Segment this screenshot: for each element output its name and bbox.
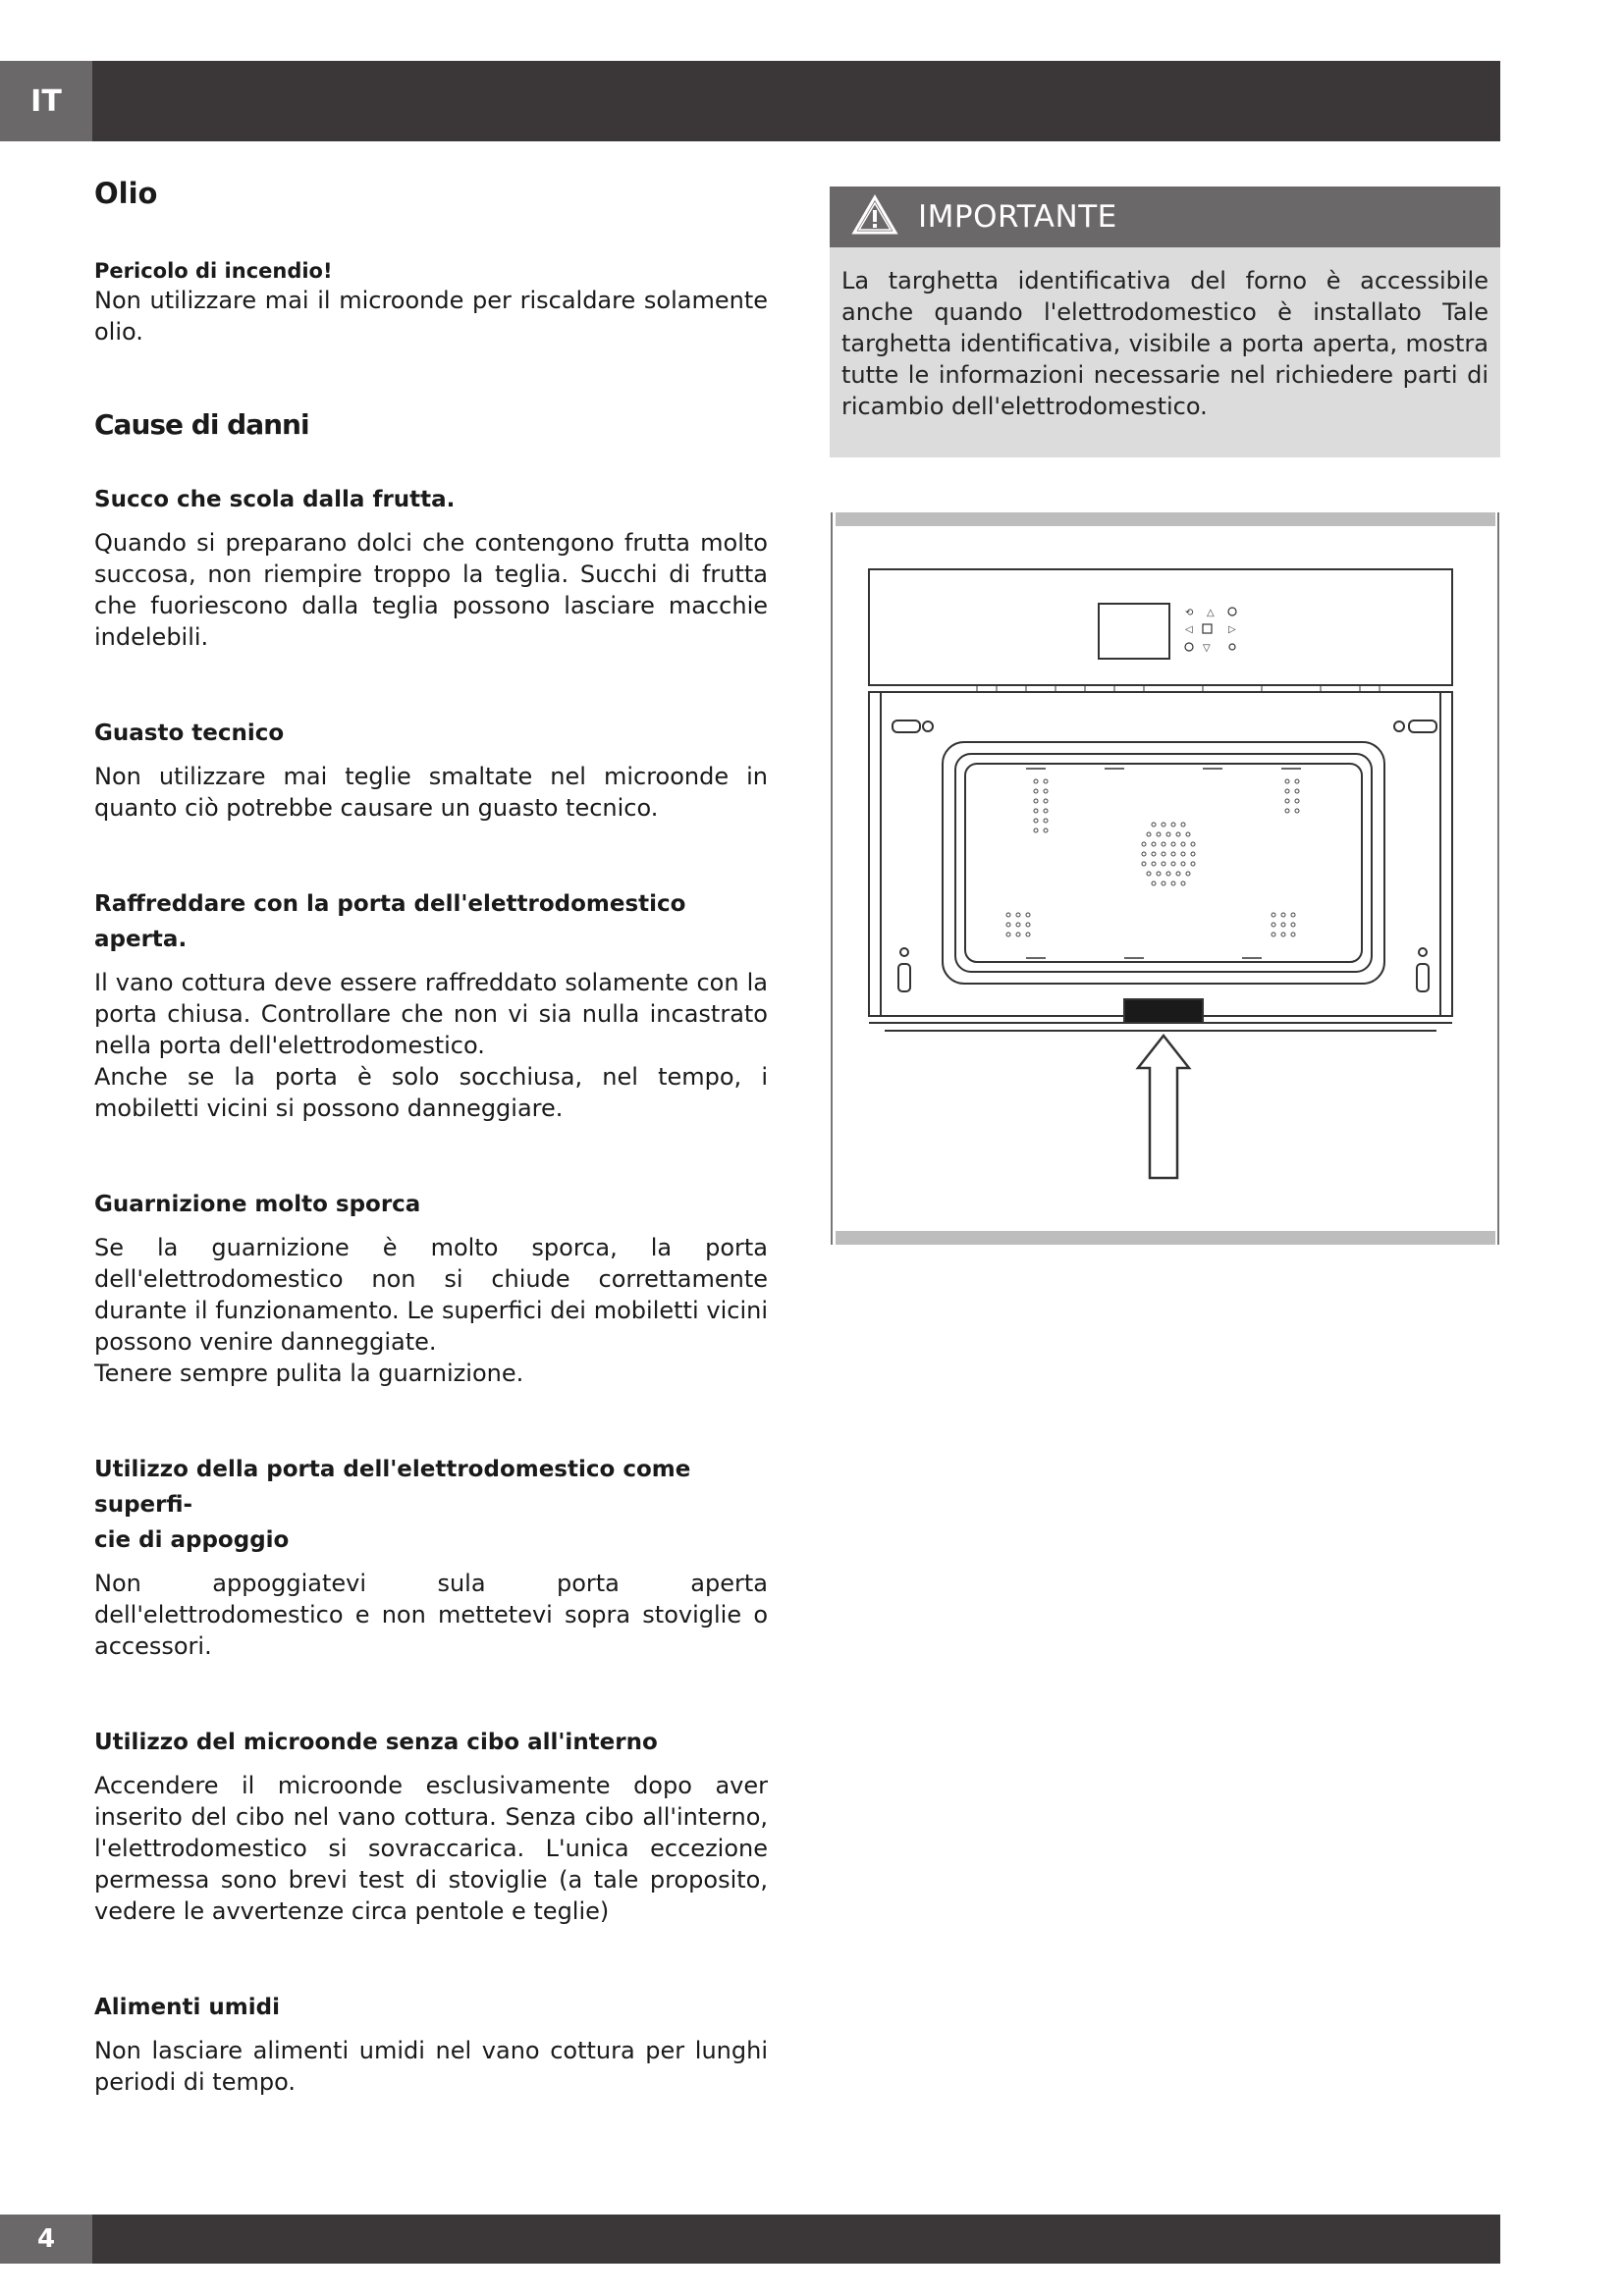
section-title-cause: Cause di danni [94,408,309,441]
svg-text:▽: ▽ [1203,643,1211,654]
svg-text:◁: ◁ [1185,624,1193,635]
raffreddare-title: Raffreddare con la porta dell'elettrodomestico aperta. [94,891,686,952]
utilizzo-porta-text: Non appoggiatevi sula porta aperta dell'elettrodomestico e non mettetevi sopra stoviglie o accessori. [94,1570,768,1660]
oven-illustration [830,510,1500,1249]
left-column [94,177,768,2098]
warning-triangle-icon [851,194,898,240]
guarnizione-text: Se la guarnizione è molto sporca, la porta dell'elettrodomestico non si chiude correttamente durante il funzionamento. Le superfici dei mobiletti vicini possono venire danneggiate. Tenere sempre pulita la guarnizione. [94,1234,768,1387]
fire-warning: Pericolo di incendio! [94,259,333,283]
guasto-title: Guasto tecnico [94,721,285,746]
important-text: La targhetta identificativa del forno è accessibile anche quando l'elettrodomestico è installato Tale targhetta identificativa, visibile a porta aperta, mostra tutte le informazioni necessarie nel richiedere parti di ricambio dell'elettrodomestico. [841,267,1489,420]
section-title-olio: Olio [94,177,158,210]
utilizzo-microonde-text: Accendere il microonde esclusivamente dopo aver inserito del cibo nel vano cottura. Senza cibo all'interno, l'elettrodomestico si sovraccarica. L'unica eccezione permessa sono brevi test di stoviglie (a tale proposito, vedere le avvertenze circa pentole e teglie) [94,1772,768,1925]
svg-text:▷: ▷ [1228,624,1236,635]
language-tab: IT [0,61,92,141]
important-header [830,187,1500,247]
important-box [830,187,1500,457]
utilizzo-microonde-title: Utilizzo del microonde senza cibo all'interno [94,1730,658,1755]
succo-title: Succo che scola dalla frutta. [94,487,456,512]
olio-text: Non utilizzare mai il microonde per riscaldare solamente olio. [94,287,768,346]
alimenti-text: Non lasciare alimenti umidi nel vano cottura per lunghi periodi di tempo. [94,2037,768,2096]
important-title: IMPORTANTE [918,199,1117,235]
guarnizione-title: Guarnizione molto sporca [94,1192,421,1217]
alimenti-title: Alimenti umidi [94,1995,280,2020]
header-bar [0,61,1500,141]
raffreddare-text: Il vano cottura deve essere raffreddato solamente con la porta chiusa. Controllare che non vi sia nulla incastrato nella porta dell'elettrodomestico. Anche se la porta è solo socchiusa, nel tempo, i mobiletti vicini si possono danneggiare. [94,969,768,1122]
svg-text:⟲: ⟲ [1185,608,1194,618]
succo-text: Quando si preparano dolci che contengono frutta molto succosa, non riempire troppo la teglia. Succhi di frutta che fuoriescono dalla teglia possono lasciare macchie indelebili. [94,529,768,651]
svg-text:△: △ [1207,608,1215,618]
page-number: 4 [0,2215,92,2264]
guasto-text: Non utilizzare mai teglie smaltate nel microonde in quanto ciò potrebbe causare un guasto tecnico. [94,763,768,822]
utilizzo-porta-title: Utilizzo della porta dell'elettrodomestico come superfi- cie di appoggio [94,1457,691,1553]
footer-bar [0,2215,1500,2264]
